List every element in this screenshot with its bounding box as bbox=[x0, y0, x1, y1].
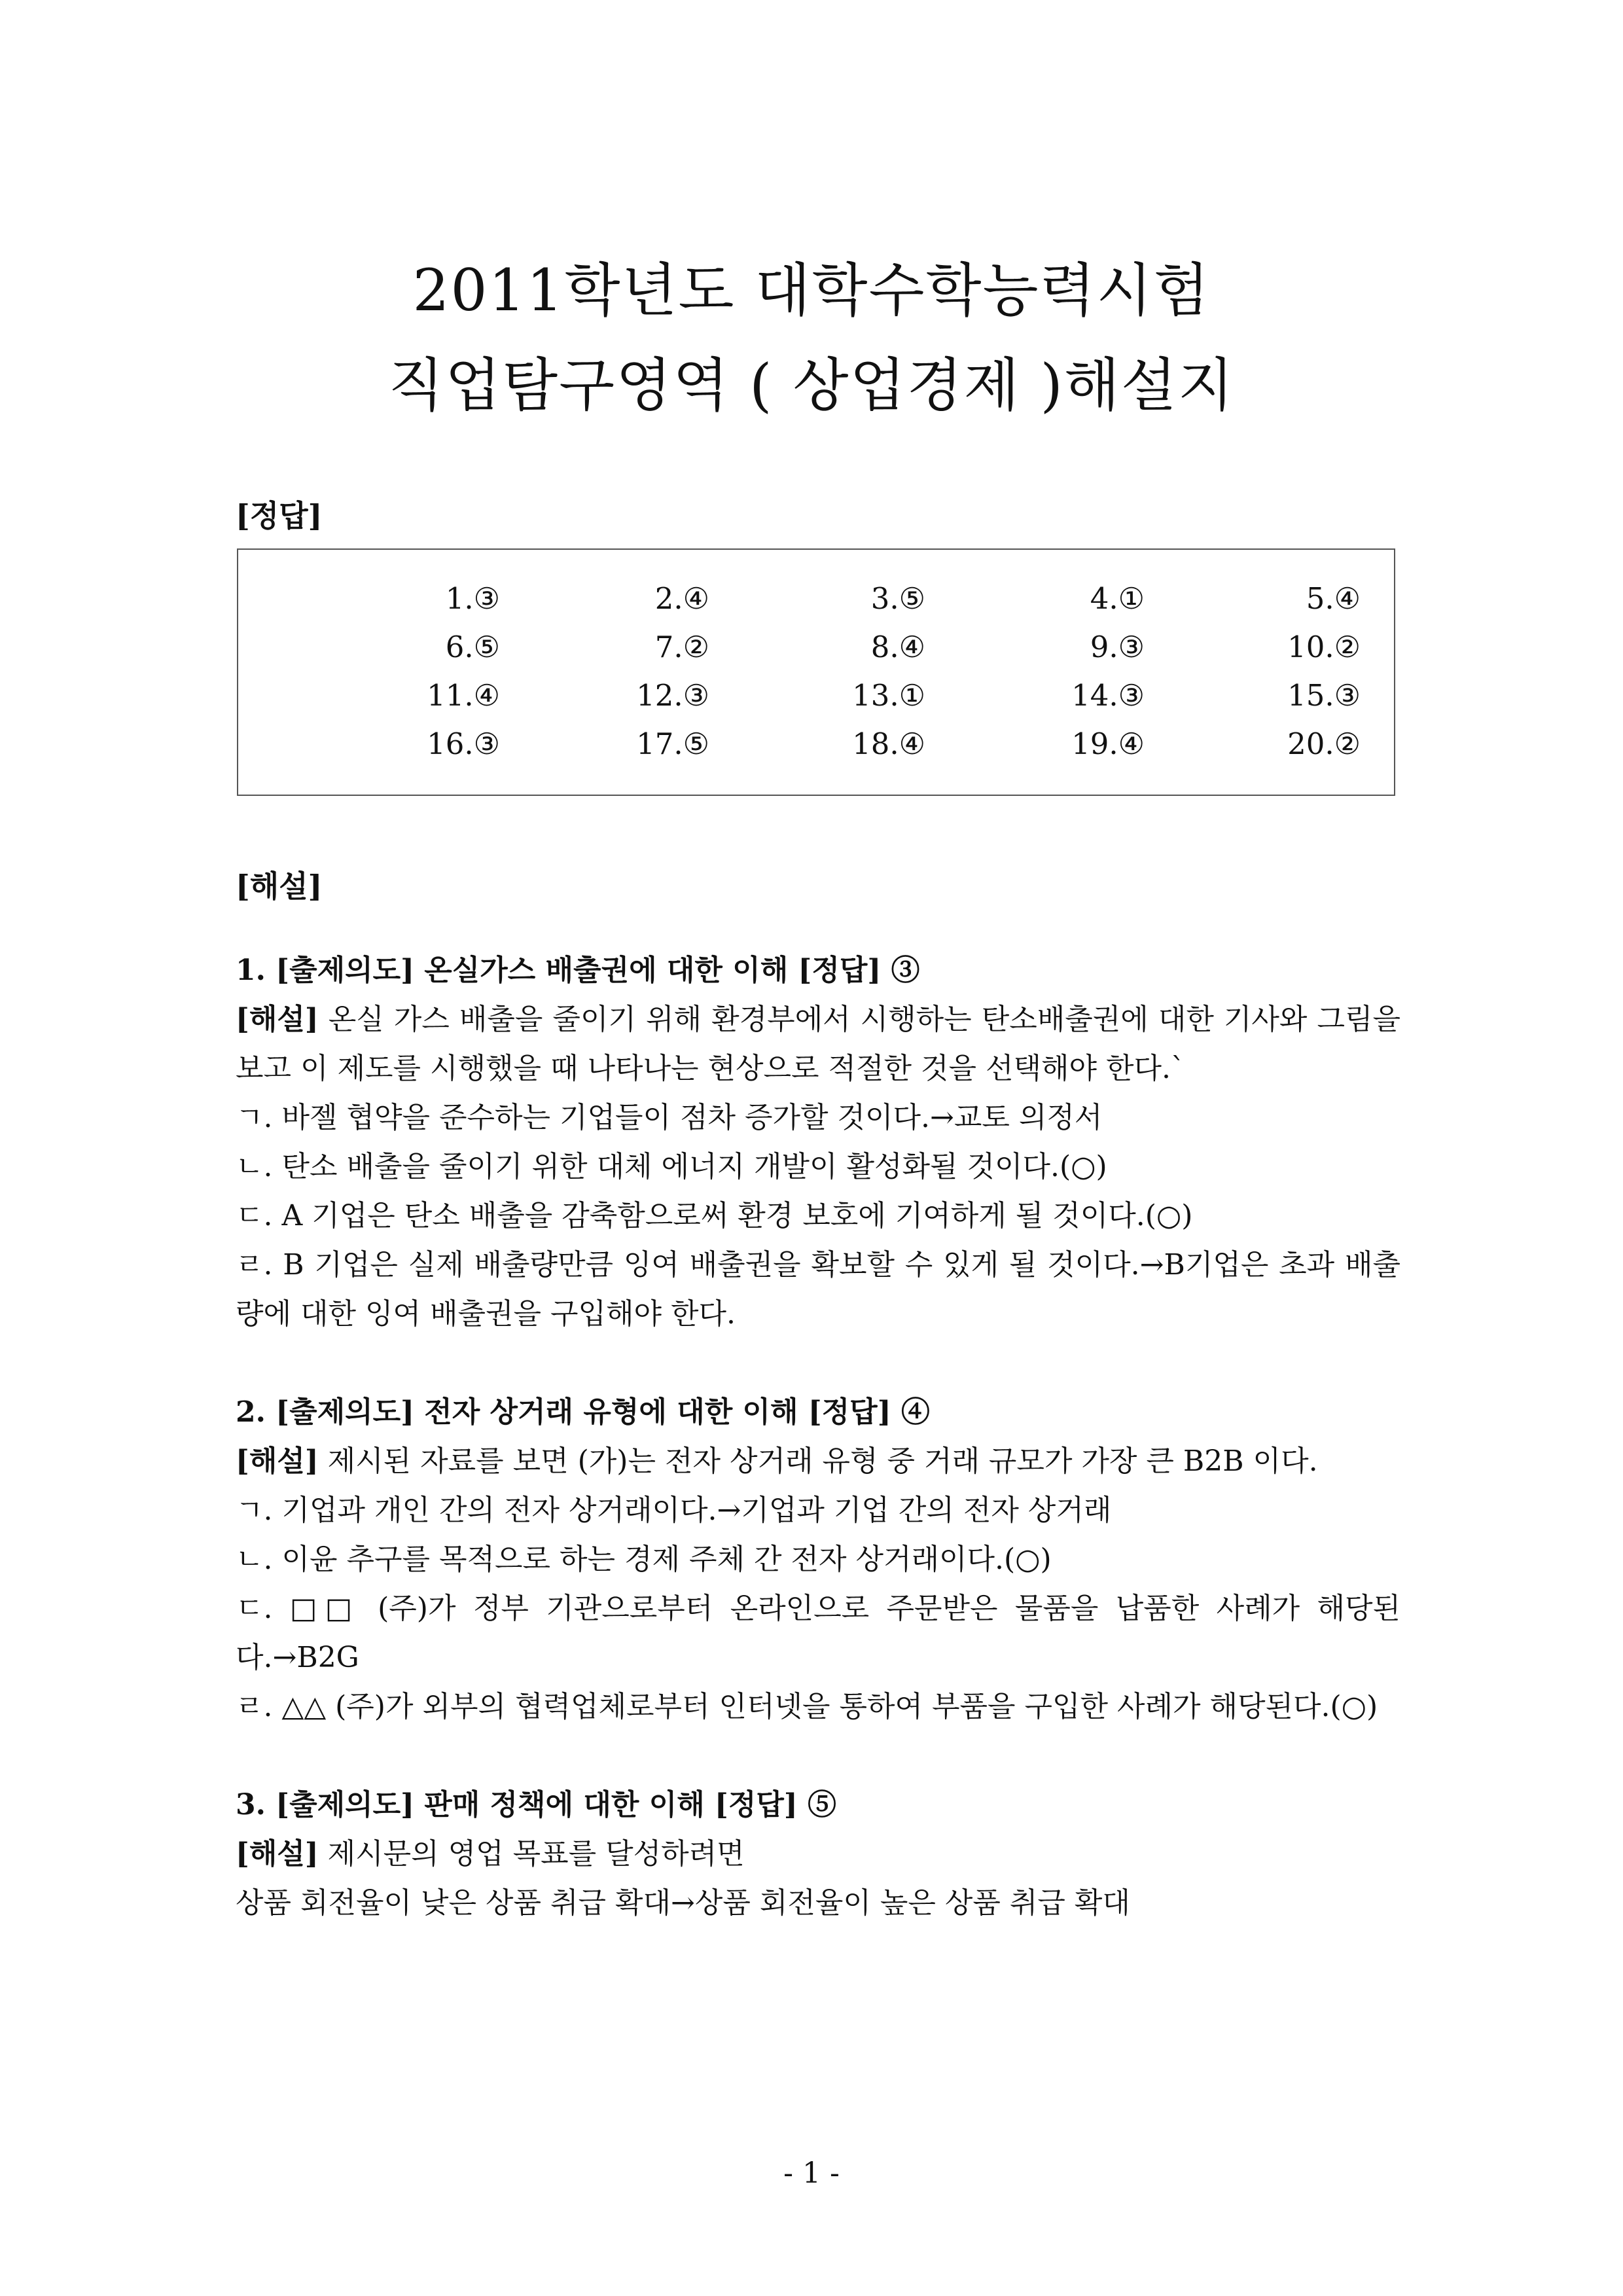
answer-cell: 5.④ bbox=[1306, 581, 1361, 616]
choice-item: ㄹ. △△ (주)가 외부의 협력업체로부터 인터넷을 통하여 부품을 구입한 사례가 해당된다.(○) bbox=[236, 1690, 1378, 1723]
answer-cell: 3.⑤ bbox=[870, 581, 925, 616]
answer-cell: 8.④ bbox=[870, 630, 925, 664]
choice-item: ㄱ. 기업과 개인 간의 전자 상거래이다.→기업과 기업 간의 전자 상거래 bbox=[236, 1494, 1112, 1527]
choice-item: ㄷ. □□ (주)가 정부 기관으로부터 온라인으로 주문받은 물품을 납품한 사례가 해당된다.→B2G bbox=[236, 1592, 1400, 1674]
answer-cell: 1.③ bbox=[445, 581, 500, 616]
explanation-text: 온실 가스 배출을 줄이기 위해 환경부에서 시행하는 탄소배출권에 대한 기사와 그림을 보고 이 제도를 시행했을 때 나타나는 현상으로 적절한 것을 선택해야 한다.` bbox=[236, 1003, 1400, 1085]
page-number: - 1 - bbox=[783, 2157, 840, 2190]
page-title-line-2: 직업탐구영역 ( 상업경제 )해설지 bbox=[388, 351, 1235, 419]
explanation-tag: [해설] bbox=[236, 1837, 319, 1871]
choice-item: ㄱ. 바젤 협약을 준수하는 기업들이 점차 증가할 것이다.→교토 의정서 bbox=[236, 1101, 1103, 1134]
answer-cell: 14.③ bbox=[1071, 678, 1145, 713]
answer-cell: 18.④ bbox=[852, 726, 925, 761]
question-heading: 3. [출제의도] 판매 정책에 대한 이해 [정답] ⑤ bbox=[236, 1788, 836, 1821]
question-explanation bbox=[236, 1829, 1400, 1878]
answer-cell: 12.③ bbox=[636, 678, 709, 713]
answer-key-box bbox=[237, 548, 1395, 796]
answer-cell: 9.③ bbox=[1090, 630, 1145, 664]
explanation-tag: [해설] bbox=[236, 1003, 319, 1036]
choice-item: ㄴ. 이윤 추구를 목적으로 하는 경제 주체 간 전자 상거래이다.(○) bbox=[236, 1543, 1052, 1576]
answer-cell: 11.④ bbox=[427, 678, 500, 713]
question-explanation bbox=[236, 995, 1400, 1093]
explanation-text: 제시문의 영업 목표를 달성하려면 bbox=[318, 1837, 745, 1871]
answer-cell: 2.④ bbox=[654, 581, 709, 616]
answer-cell: 13.① bbox=[852, 678, 925, 713]
choice-item: ㄴ. 탄소 배출을 줄이기 위한 대체 에너지 개발이 활성화될 것이다.(○) bbox=[236, 1150, 1107, 1183]
answer-cell: 4.① bbox=[1090, 581, 1145, 616]
answer-cell: 7.② bbox=[654, 630, 709, 664]
choice-item: ㄷ. A 기업은 탄소 배출을 감축함으로써 환경 보호에 기여하게 될 것이다.(○) bbox=[236, 1199, 1193, 1232]
question-explanation bbox=[236, 1437, 1400, 1486]
page-title-line-1: 2011학년도 대학수학능력시험 bbox=[412, 257, 1211, 324]
question-heading: 1. [출제의도] 온실가스 배출권에 대한 이해 [정답] ③ bbox=[236, 954, 920, 987]
explanation-text: 제시된 자료를 보면 (가)는 전자 상거래 유형 중 거래 규모가 가장 큰 B2B 이다. bbox=[318, 1444, 1318, 1478]
explanation-section-label: [해설] bbox=[236, 869, 323, 904]
choice-item: ㄹ. B 기업은 실제 배출량만큼 잉여 배출권을 확보할 수 있게 될 것이다.→B기업은 초과 배출량에 대한 잉여 배출권을 구입해야 한다. bbox=[236, 1248, 1400, 1331]
answer-cell: 6.⑤ bbox=[445, 630, 500, 664]
question-heading: 2. [출제의도] 전자 상거래 유형에 대한 이해 [정답] ④ bbox=[236, 1395, 930, 1429]
answer-cell: 20.② bbox=[1287, 726, 1361, 761]
answer-section-label: [정답] bbox=[236, 498, 323, 533]
explanation-body bbox=[236, 946, 1400, 1928]
explanation-tag: [해설] bbox=[236, 1444, 319, 1478]
choice-item: 상품 회전율이 낮은 상품 취급 확대→상품 회전율이 높은 상품 취급 확대 bbox=[236, 1886, 1130, 1920]
answer-cell: 10.② bbox=[1287, 630, 1361, 664]
answer-cell: 19.④ bbox=[1071, 726, 1145, 761]
answer-cell: 15.③ bbox=[1287, 678, 1361, 713]
answer-cell: 17.⑤ bbox=[636, 726, 709, 761]
answer-cell: 16.③ bbox=[427, 726, 500, 761]
